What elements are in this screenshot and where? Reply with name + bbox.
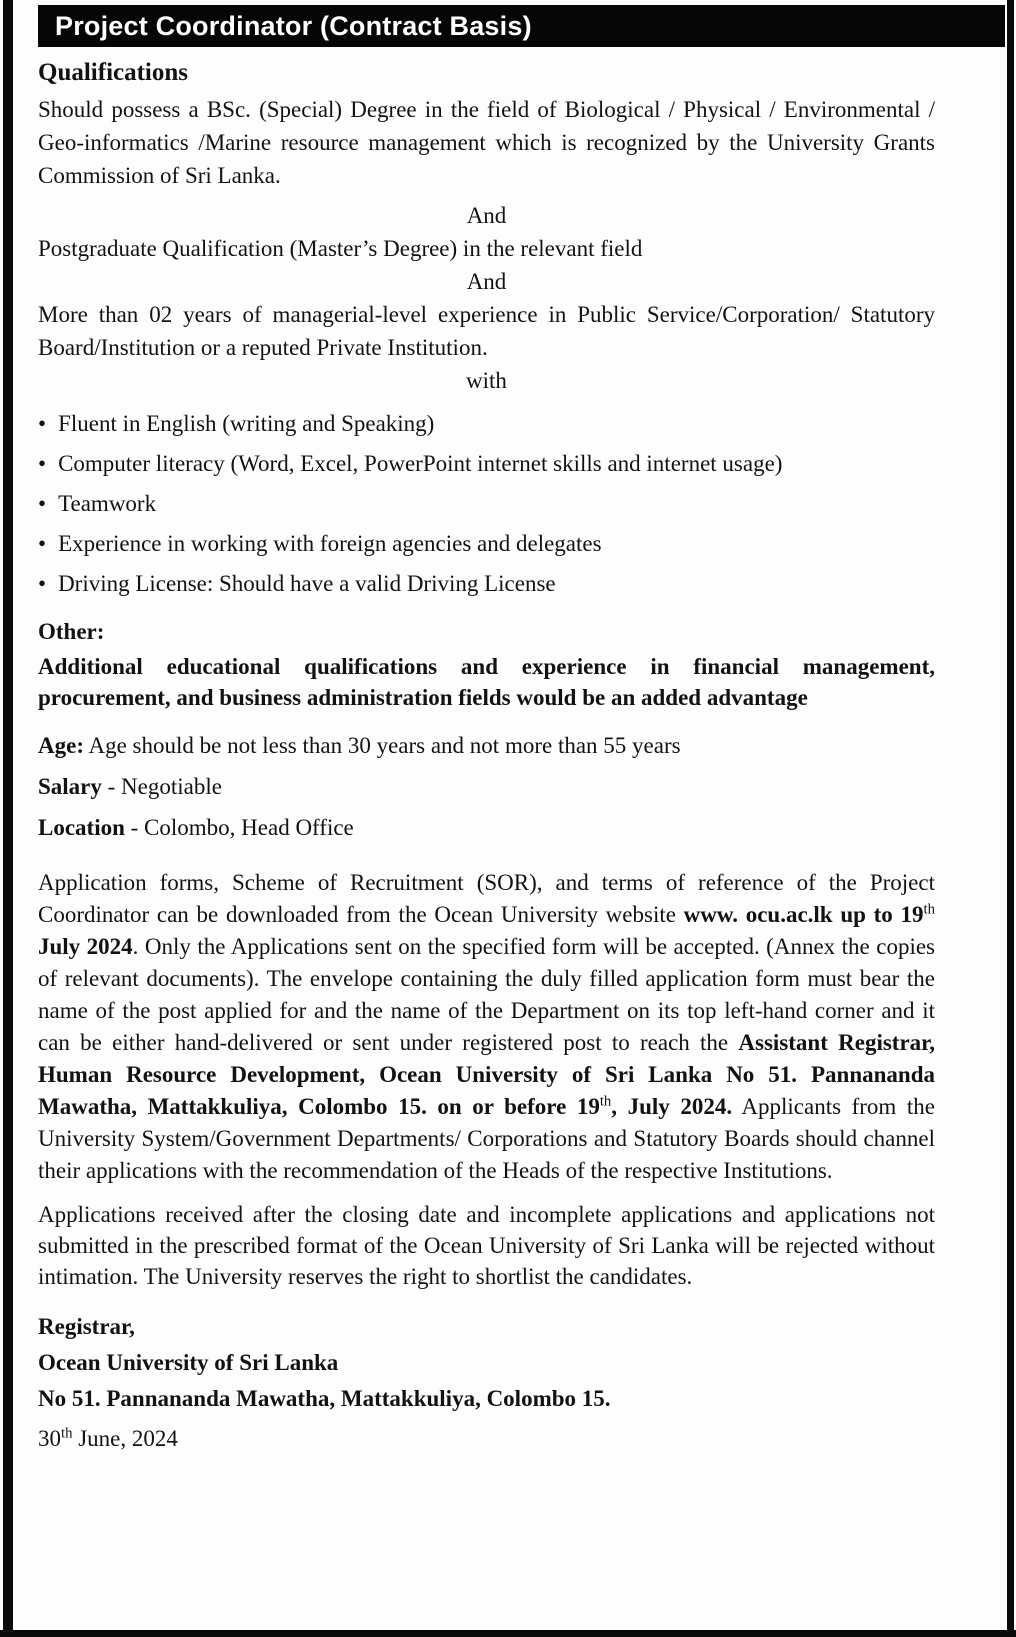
application-seg-envelope: . Only the Applications sent on the specified form will be accepted. (Annex the copies of relevant documents). The envelope containing the duly filled application form must bear the name of the post applied for and the name of the Department on its top left-hand corner and it can be either hand-delivered or sent under registered post to reach the [38,934,935,1055]
location-label: Location [38,815,125,840]
application-deadline-month: July 2024 [38,934,133,959]
other-paragraph: Additional educational qualifications and experience in financial management, procurement, and business administration fields would be an added advantage [38,654,935,710]
salary-line [38,770,935,803]
age-value: Age should be not less than 30 years and not more than 55 years [83,733,681,758]
application-seg-intro: Application forms, Scheme of Recruitment (SOR), and terms of reference of the Project Coordinator can be downloaded from the Ocean University website [38,870,935,927]
degree-requirement-paragraph: Should possess a BSc. (Special) Degree in the field of Biological / Physical / Environmental / Geo-informatics /Marine resource management which is recognized by the University Grants Commission of Sri Lanka. [38,97,935,188]
application-seg-channel: Applicants from the University System/Government Departments/ Corporations and Statutory Boards should channel their applications with the recommendation of the Heads of the respective Institutions. [38,1094,935,1183]
signature-block [38,1309,935,1417]
job-title-text: Project Coordinator (Contract Basis) [55,11,532,41]
page-border-bottom [0,1630,1016,1637]
skill-item-english: • Fluent in English (writing and Speaking) [38,407,935,440]
application-before-month: , July 2024. [611,1094,733,1119]
experience-requirement-paragraph: More than 02 years of managerial-level experience in Public Service/Corporation/ Statutory Board/Institution or a reputed Private Institution. [38,302,935,360]
application-recipient-address: Assistant Registrar, Human Resource Development, Ocean University of Sri Lanka No 51. Pannananda Mawatha, Mattakkuliya, Colombo 15. on or before 19 [38,1030,936,1119]
date-line [38,1422,935,1455]
rejection-paragraph: Applications received after the closing date and incomplete applications and applications not submitted in the prescribed format of the Ocean University of Sri Lanka will be rejected without intimation. The University reserves the right to shortlist the candidates. [38,1202,935,1289]
before-date-ordinal-superscript: th [599,1093,612,1110]
skill-item-driving: • Driving License: Should have a valid Driving License [38,567,935,600]
connector-and-1: And [466,203,507,228]
date-month-year: June, 2024 [72,1426,178,1451]
salary-label: Salary [38,774,102,799]
date-ordinal-superscript: th [61,1425,73,1442]
document-body [38,58,935,1455]
connector-with: with [466,368,507,393]
qualifications-heading: Qualifications [38,59,189,86]
skill-item-teamwork: • Teamwork [38,487,935,520]
salary-value: - Negotiable [101,774,222,799]
page-border-left [3,0,13,1637]
job-title-bar [38,5,1005,47]
page-border-right [1007,0,1014,1637]
date-day: 30 [38,1426,61,1451]
location-line [38,811,935,844]
skill-item-computer: • Computer literacy (Word, Excel, PowerPoint internet skills and internet usage) [38,447,935,480]
registrar-line: Registrar, [38,1314,135,1339]
university-line: Ocean University of Sri Lanka [38,1350,339,1375]
skills-list [38,407,935,600]
application-instructions-paragraph [38,867,935,1187]
address-line: No 51. Pannananda Mawatha, Mattakkuliya, Colombo 15. [38,1386,611,1411]
age-label: Age: [38,733,84,758]
application-website-deadline: www. ocu.ac.lk up to 19 [683,902,924,927]
connector-and-2: And [466,269,507,294]
other-heading: Other: [38,619,105,644]
skill-item-agencies: • Experience in working with foreign agencies and delegates [38,527,935,560]
deadline-ordinal-superscript: th [923,901,935,918]
postgraduate-qualification-line: Postgraduate Qualification (Master’s Degree) in the relevant field [38,236,643,261]
location-value: - Colombo, Head Office [124,815,354,840]
age-line [38,729,935,762]
